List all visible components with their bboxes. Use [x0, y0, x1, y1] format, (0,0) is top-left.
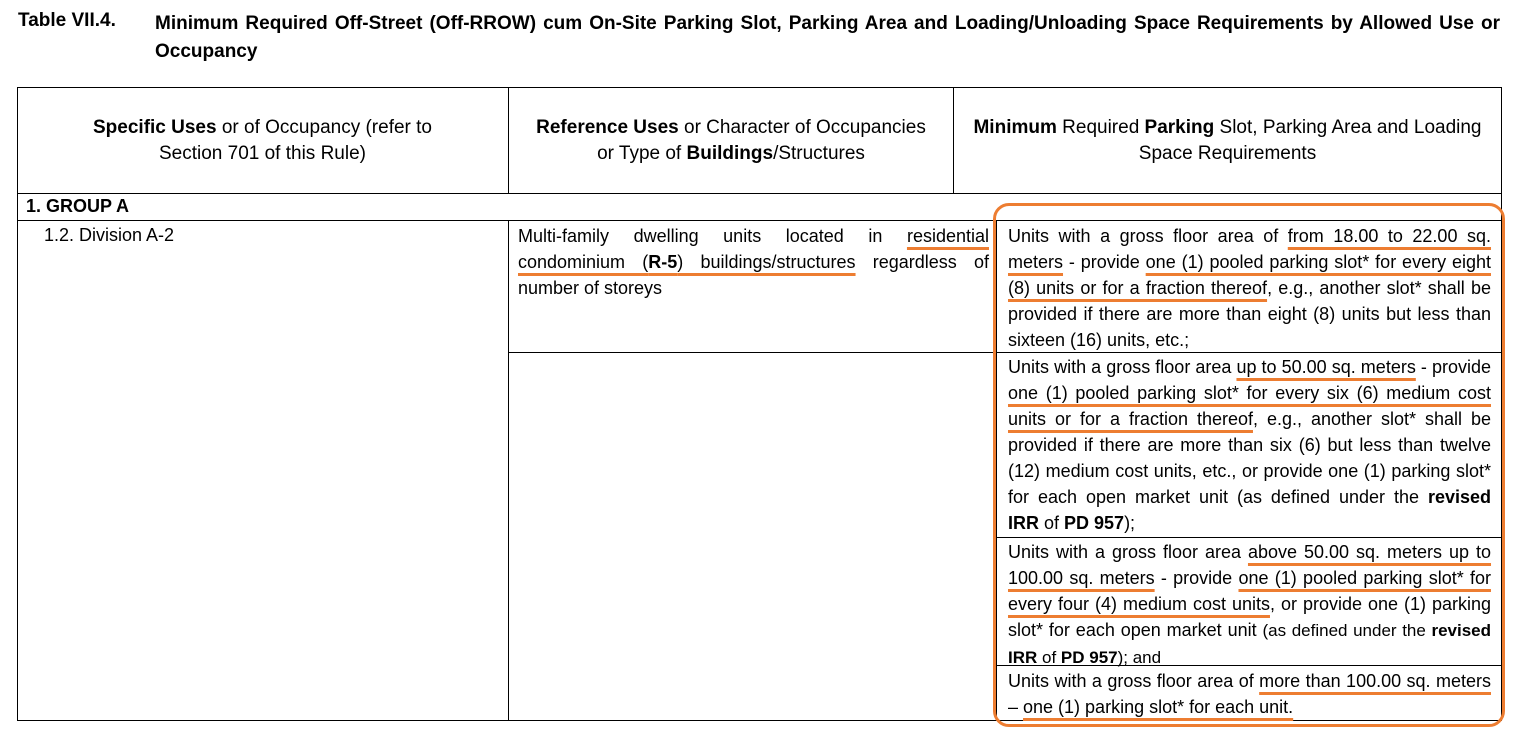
- table-number: Table VII.4.: [18, 10, 116, 31]
- header-bottom-rule: [17, 193, 1502, 194]
- group-label: 1. GROUP A: [26, 196, 130, 216]
- header-divider-1: [508, 87, 509, 193]
- header-divider-2: [953, 87, 954, 193]
- column-header-parking-requirements: Minimum Required Parking Slot, Parking Area and Loading Space Requirements: [973, 116, 1482, 164]
- requirement-18-22-sqm: Units with a gross floor area of from 18.00 to 22.00 sq. meters - provide one (1) pooled parking slot* for every eight (8) units or for a fraction thereof, e.g., another slot* shall be provided if there are more than eight (8) units but less than sixteen (16) units, etc.;: [1008, 226, 1491, 350]
- column-header-specific-uses: Specific Uses or of Occupancy (refer to Section 701 of this Rule): [93, 116, 432, 164]
- division-label: 1.2. Division A-2: [44, 225, 175, 245]
- highlight-box: [993, 203, 1505, 727]
- column-header-reference-uses: Reference Uses or Character of Occupancies or Type of Buildings/Structures: [536, 116, 926, 164]
- requirement-up-to-50-sqm: Units with a gross floor area up to 50.00 sq. meters - provide one (1) pooled parking slot* for every six (6) medium cost units or for a fraction thereof, e.g., another slot* shall be provided if there are more than six (6) but less than twelve (12) medium cost units, etc., or provide one (1) parking slot* for each open market unit (as defined under the revised IRR of PD 957);: [1008, 357, 1491, 533]
- reference-use-text: Multi-family dwelling units located in residential condominium (R-5) buildings/structures regardless of number of storeys: [518, 226, 989, 298]
- table-title: Minimum Required Off-Street (Off-RROW) cum On-Site Parking Slot, Parking Area and Loading/Unloading Space Requirements by Allowed Use or Occupancy: [155, 13, 1500, 62]
- body-divider-1: [508, 220, 509, 721]
- requirement-50-100-sqm: Units with a gross floor area above 50.00 sq. meters up to 100.00 sq. meters - provide one (1) pooled parking slot* for every four (4) medium cost units, or provide one (1) parking slot* for each open market unit (as defined under the revised IRR of PD 957); and: [1008, 542, 1492, 667]
- requirement-over-100-sqm: Units with a gross floor area of more than 100.00 sq. meters – one (1) parking slot* for each unit.: [1008, 671, 1491, 717]
